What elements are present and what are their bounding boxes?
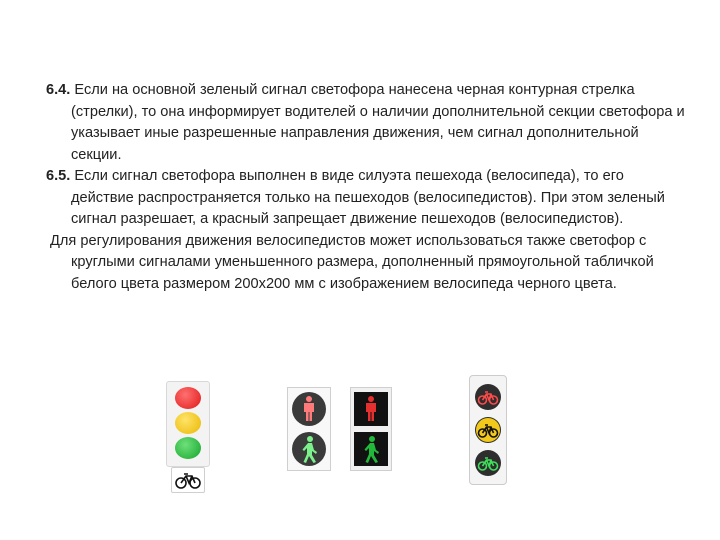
pedestrian-light-round (287, 387, 331, 471)
red-bicycle-lens (475, 384, 501, 410)
text-block (46, 80, 686, 295)
paragraph-text: Если сигнал светофора выполнен в виде силуэта пешехода (велосипеда), то его действие распространяется только на пешеходов (велосипедистов). При этом зеленый сигнал разрешает, а красный запрещает движение пешеходов (велосипедистов). (70, 168, 665, 227)
yellow-lamp (175, 412, 201, 434)
pedestrian-walking-icon (354, 432, 388, 466)
cyclist-traffic-light (469, 375, 507, 485)
paragraph-text: Если на основной зеленый сигнал светофора нанесена черная контурная стрелка (стрелки), то она информирует водителей о наличии дополнительной секции светофора и указывает иные разрешенные направления движения, чем сигнал дополнительной секции. (70, 82, 685, 163)
paragraph-number: 6.4. (46, 82, 71, 98)
pedestrian-standing-icon (354, 392, 388, 426)
pedestrian-walking-icon (292, 432, 326, 466)
red-lamp (175, 387, 201, 409)
pedestrian-standing-icon (292, 392, 326, 426)
green-lamp (175, 437, 201, 459)
green-pedestrian-lens (292, 432, 326, 466)
bicycle-icon (475, 450, 501, 476)
bicycle-icon (475, 384, 501, 410)
paragraph-6-4 (46, 80, 686, 166)
bicycle-plate (171, 467, 205, 493)
traffic-light-illustrations (0, 375, 720, 505)
green-bicycle-lens (475, 450, 501, 476)
traffic-light-with-bicycle-plate (166, 381, 208, 493)
green-pedestrian-square (354, 432, 388, 466)
yellow-bicycle-lens (475, 417, 501, 443)
paragraph-6-5 (46, 166, 686, 231)
paragraph-text: Для регулирования движения велосипедистов может использоваться также светофор с круглыми сигналами уменьшенного размера, дополненный прямоугольной табличкой белого цвета размером 200x200 мм с изображением велосипеда черного цвета. (50, 232, 654, 292)
bicycle-icon (475, 417, 501, 443)
paragraph-number: 6.5. (46, 168, 71, 184)
paragraph-bicycle-note (46, 231, 686, 296)
traffic-light-housing (166, 381, 210, 467)
red-pedestrian-square (354, 392, 388, 426)
red-pedestrian-lens (292, 392, 326, 426)
pedestrian-light-square (350, 387, 392, 471)
bicycle-icon (172, 468, 204, 492)
